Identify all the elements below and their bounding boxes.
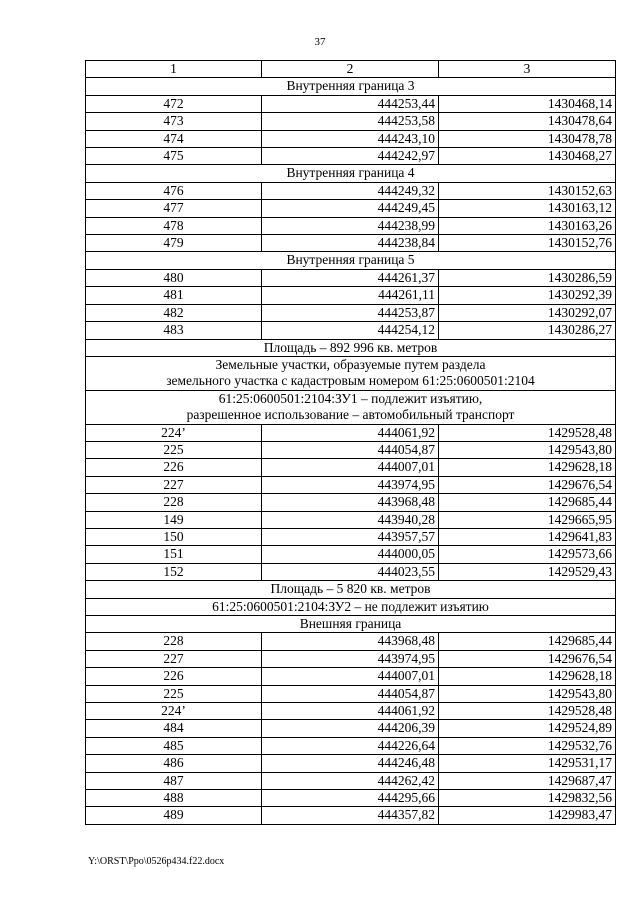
x-coordinate-cell: 444253,44 bbox=[262, 95, 439, 112]
x-coordinate-cell: 444007,01 bbox=[262, 668, 439, 685]
x-coordinate-cell: 444023,55 bbox=[262, 563, 439, 580]
point-number-cell: 477 bbox=[86, 200, 262, 217]
table-row bbox=[86, 720, 616, 737]
x-coordinate-cell: 444007,01 bbox=[262, 459, 439, 476]
point-number-cell: 472 bbox=[86, 95, 262, 112]
y-coordinate-cell: 1429685,44 bbox=[439, 494, 616, 511]
y-coordinate-cell: 1429676,54 bbox=[439, 476, 616, 493]
section-heading bbox=[86, 390, 616, 424]
table-row bbox=[86, 287, 616, 304]
table-row bbox=[86, 235, 616, 252]
section-heading: Площадь – 892 996 кв. метров bbox=[86, 339, 616, 356]
table-row bbox=[86, 528, 616, 545]
point-number-cell: 474 bbox=[86, 130, 262, 147]
table-row bbox=[86, 650, 616, 667]
header-cell-3: 3 bbox=[439, 61, 616, 78]
y-coordinate-cell: 1429665,95 bbox=[439, 511, 616, 528]
table-row bbox=[86, 511, 616, 528]
y-coordinate-cell: 1429983,47 bbox=[439, 807, 616, 824]
table-row bbox=[86, 476, 616, 493]
section-heading: Внутренняя граница 5 bbox=[86, 252, 616, 269]
x-coordinate-cell: 444206,39 bbox=[262, 720, 439, 737]
section-row bbox=[86, 356, 616, 390]
table-row bbox=[86, 182, 616, 199]
table-row bbox=[86, 755, 616, 772]
table-row bbox=[86, 668, 616, 685]
y-coordinate-cell: 1430292,07 bbox=[439, 304, 616, 321]
point-number-cell: 473 bbox=[86, 113, 262, 130]
table-row bbox=[86, 546, 616, 563]
table-row bbox=[86, 113, 616, 130]
point-number-cell: 228 bbox=[86, 494, 262, 511]
x-coordinate-cell: 444261,37 bbox=[262, 269, 439, 286]
point-number-cell: 227 bbox=[86, 650, 262, 667]
y-coordinate-cell: 1429832,56 bbox=[439, 790, 616, 807]
y-coordinate-cell: 1430163,26 bbox=[439, 217, 616, 234]
x-coordinate-cell: 444061,92 bbox=[262, 703, 439, 720]
point-number-cell: 149 bbox=[86, 511, 262, 528]
point-number-cell: 227 bbox=[86, 476, 262, 493]
x-coordinate-cell: 443968,48 bbox=[262, 494, 439, 511]
point-number-cell: 226 bbox=[86, 459, 262, 476]
y-coordinate-cell: 1429573,66 bbox=[439, 546, 616, 563]
x-coordinate-cell: 444243,10 bbox=[262, 130, 439, 147]
section-heading-line: Земельные участки, образуемые путем раздела bbox=[215, 356, 486, 372]
y-coordinate-cell: 1429529,43 bbox=[439, 563, 616, 580]
table-row bbox=[86, 95, 616, 112]
table-row bbox=[86, 807, 616, 824]
x-coordinate-cell: 444061,92 bbox=[262, 424, 439, 441]
section-row bbox=[86, 598, 616, 615]
x-coordinate-cell: 444261,11 bbox=[262, 287, 439, 304]
section-heading: Внешняя граница bbox=[86, 616, 616, 633]
y-coordinate-cell: 1430468,14 bbox=[439, 95, 616, 112]
x-coordinate-cell: 444295,66 bbox=[262, 790, 439, 807]
y-coordinate-cell: 1430286,59 bbox=[439, 269, 616, 286]
x-coordinate-cell: 444357,82 bbox=[262, 807, 439, 824]
y-coordinate-cell: 1429524,89 bbox=[439, 720, 616, 737]
x-coordinate-cell: 443974,95 bbox=[262, 650, 439, 667]
table-row bbox=[86, 217, 616, 234]
x-coordinate-cell: 444262,42 bbox=[262, 772, 439, 789]
point-number-cell: 485 bbox=[86, 737, 262, 754]
table-row bbox=[86, 685, 616, 702]
point-number-cell: 226 bbox=[86, 668, 262, 685]
y-coordinate-cell: 1429628,18 bbox=[439, 668, 616, 685]
x-coordinate-cell: 443974,95 bbox=[262, 476, 439, 493]
table-row bbox=[86, 703, 616, 720]
y-coordinate-cell: 1430152,76 bbox=[439, 235, 616, 252]
x-coordinate-cell: 444226,64 bbox=[262, 737, 439, 754]
table-row bbox=[86, 304, 616, 321]
y-coordinate-cell: 1429628,18 bbox=[439, 459, 616, 476]
section-heading: Внутренняя граница 3 bbox=[86, 78, 616, 95]
x-coordinate-cell: 444253,87 bbox=[262, 304, 439, 321]
point-number-cell: 484 bbox=[86, 720, 262, 737]
point-number-cell: 225 bbox=[86, 685, 262, 702]
point-number-cell: 481 bbox=[86, 287, 262, 304]
x-coordinate-cell: 444000,05 bbox=[262, 546, 439, 563]
point-number-cell: 486 bbox=[86, 755, 262, 772]
point-number-cell: 478 bbox=[86, 217, 262, 234]
point-number-cell: 479 bbox=[86, 235, 262, 252]
y-coordinate-cell: 1429687,47 bbox=[439, 772, 616, 789]
y-coordinate-cell: 1429543,80 bbox=[439, 441, 616, 458]
section-heading-line: земельного участка с кадастровым номером 61:25:0600501:2104 bbox=[166, 373, 535, 389]
table-row bbox=[86, 494, 616, 511]
table-row bbox=[86, 441, 616, 458]
x-coordinate-cell: 444246,48 bbox=[262, 755, 439, 772]
table-row bbox=[86, 424, 616, 441]
table-row bbox=[86, 200, 616, 217]
point-number-cell: 475 bbox=[86, 148, 262, 165]
section-row bbox=[86, 165, 616, 182]
page-number: 37 bbox=[314, 36, 326, 48]
section-row bbox=[86, 616, 616, 633]
point-number-cell: 225 bbox=[86, 441, 262, 458]
section-row bbox=[86, 581, 616, 598]
table-row bbox=[86, 790, 616, 807]
section-row bbox=[86, 339, 616, 356]
table-row bbox=[86, 269, 616, 286]
x-coordinate-cell: 444238,84 bbox=[262, 235, 439, 252]
x-coordinate-cell: 444242,97 bbox=[262, 148, 439, 165]
table-row bbox=[86, 459, 616, 476]
table-row bbox=[86, 148, 616, 165]
section-heading-line: разрешенное использование – автомобильный транспорт bbox=[186, 407, 515, 423]
point-number-cell: 152 bbox=[86, 563, 262, 580]
point-number-cell: 482 bbox=[86, 304, 262, 321]
point-number-cell: 228 bbox=[86, 633, 262, 650]
x-coordinate-cell: 444054,87 bbox=[262, 441, 439, 458]
x-coordinate-cell: 444253,58 bbox=[262, 113, 439, 130]
section-row bbox=[86, 390, 616, 424]
y-coordinate-cell: 1430468,27 bbox=[439, 148, 616, 165]
table-row bbox=[86, 130, 616, 147]
point-number-cell: 224’ bbox=[86, 703, 262, 720]
table-header-row bbox=[86, 61, 616, 78]
x-coordinate-cell: 444249,32 bbox=[262, 182, 439, 199]
x-coordinate-cell: 443968,48 bbox=[262, 633, 439, 650]
x-coordinate-cell: 444054,87 bbox=[262, 685, 439, 702]
point-number-cell: 150 bbox=[86, 528, 262, 545]
point-number-cell: 224’ bbox=[86, 424, 262, 441]
y-coordinate-cell: 1429685,44 bbox=[439, 633, 616, 650]
x-coordinate-cell: 443940,28 bbox=[262, 511, 439, 528]
y-coordinate-cell: 1430152,63 bbox=[439, 182, 616, 199]
point-number-cell: 489 bbox=[86, 807, 262, 824]
y-coordinate-cell: 1429528,48 bbox=[439, 703, 616, 720]
table-row bbox=[86, 322, 616, 339]
point-number-cell: 151 bbox=[86, 546, 262, 563]
section-heading: 61:25:0600501:2104:ЗУ2 – не подлежит изъятию bbox=[86, 598, 616, 615]
coordinates-table bbox=[85, 60, 616, 825]
x-coordinate-cell: 443957,57 bbox=[262, 528, 439, 545]
section-row bbox=[86, 78, 616, 95]
section-heading: Внутренняя граница 4 bbox=[86, 165, 616, 182]
table-row bbox=[86, 633, 616, 650]
y-coordinate-cell: 1429528,48 bbox=[439, 424, 616, 441]
y-coordinate-cell: 1429641,83 bbox=[439, 528, 616, 545]
y-coordinate-cell: 1430478,78 bbox=[439, 130, 616, 147]
y-coordinate-cell: 1430286,27 bbox=[439, 322, 616, 339]
section-heading-line: 61:25:0600501:2104:ЗУ1 – подлежит изъятию, bbox=[218, 390, 483, 406]
y-coordinate-cell: 1429531,17 bbox=[439, 755, 616, 772]
y-coordinate-cell: 1429543,80 bbox=[439, 685, 616, 702]
point-number-cell: 488 bbox=[86, 790, 262, 807]
x-coordinate-cell: 444254,12 bbox=[262, 322, 439, 339]
file-path-footer: Y:\ORST\Ppo\0526p434.f22.docx bbox=[88, 856, 225, 867]
table-row bbox=[86, 737, 616, 754]
point-number-cell: 483 bbox=[86, 322, 262, 339]
y-coordinate-cell: 1429676,54 bbox=[439, 650, 616, 667]
header-cell-2: 2 bbox=[262, 61, 439, 78]
point-number-cell: 480 bbox=[86, 269, 262, 286]
section-heading: Площадь – 5 820 кв. метров bbox=[86, 581, 616, 598]
y-coordinate-cell: 1430478,64 bbox=[439, 113, 616, 130]
x-coordinate-cell: 444238,99 bbox=[262, 217, 439, 234]
table-row bbox=[86, 772, 616, 789]
section-heading bbox=[86, 356, 616, 390]
table-row bbox=[86, 563, 616, 580]
y-coordinate-cell: 1430163,12 bbox=[439, 200, 616, 217]
y-coordinate-cell: 1429532,76 bbox=[439, 737, 616, 754]
section-row bbox=[86, 252, 616, 269]
y-coordinate-cell: 1430292,39 bbox=[439, 287, 616, 304]
point-number-cell: 487 bbox=[86, 772, 262, 789]
header-cell-1: 1 bbox=[86, 61, 262, 78]
x-coordinate-cell: 444249,45 bbox=[262, 200, 439, 217]
point-number-cell: 476 bbox=[86, 182, 262, 199]
